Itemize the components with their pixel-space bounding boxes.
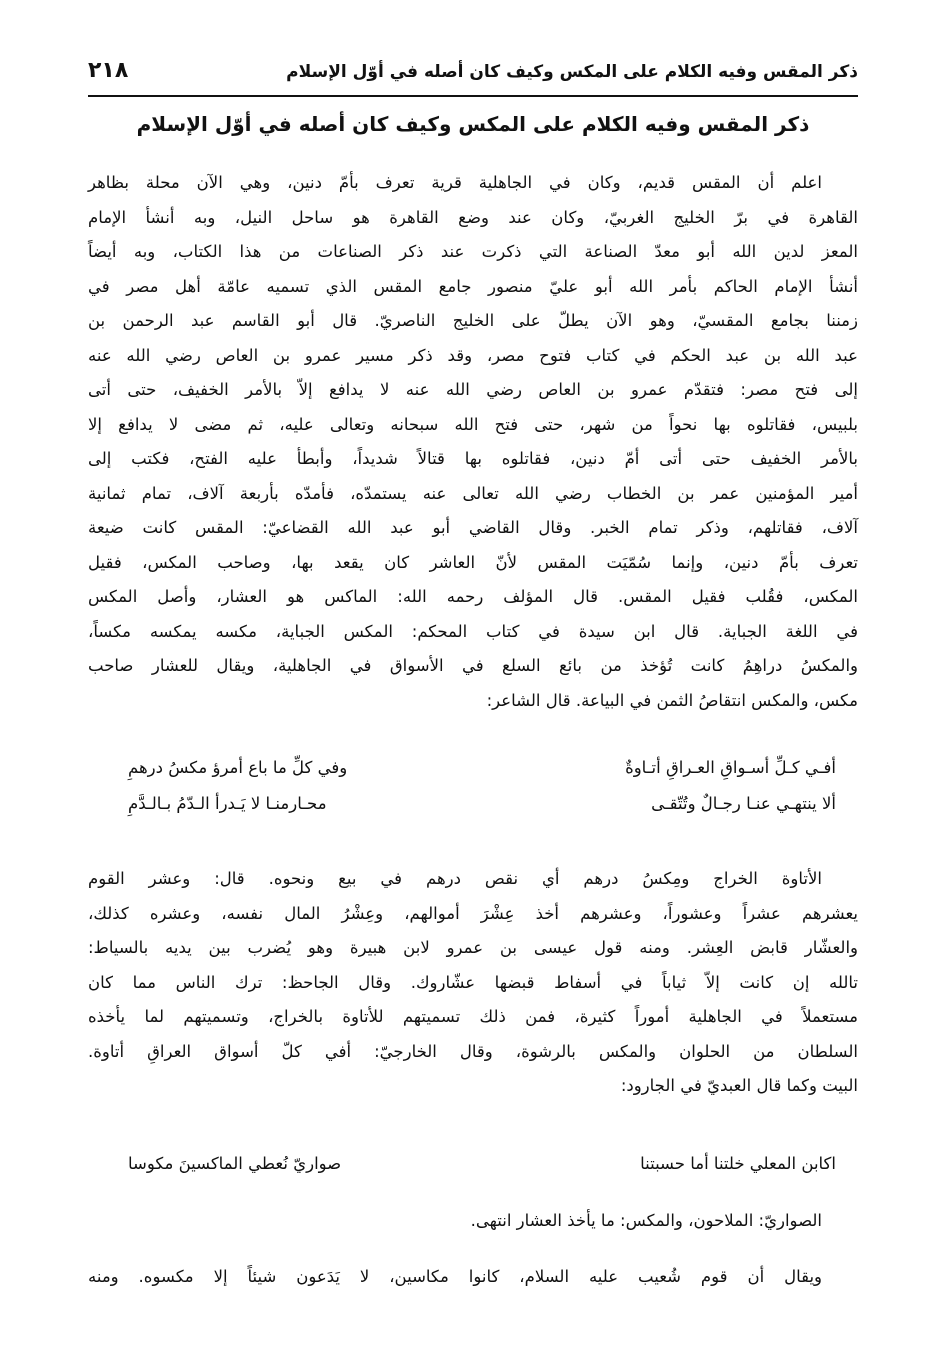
text-line: في اللغة الجباية. قال ابن سيدة في كتاب المحكم: المكس الجباية، مكسه يمكسه مكساً، bbox=[88, 621, 858, 641]
hemistich-second: صواريّ نُعطي الماكسينَ مكوسا bbox=[128, 1154, 342, 1173]
hemistich-first: اكابن المعلي خلتنا أما حسبتنا bbox=[640, 1154, 836, 1173]
verse bbox=[88, 786, 858, 822]
text-line: مكس، والمكس انتقاصُ الثمن في البياعة. قال الشاعر: bbox=[486, 690, 858, 710]
text-line: ويقال أن قوم شُعيب عليه السلام، كانوا مكاسين، لا يَدَعون شيئاً إلا مكسوه. ومنه bbox=[88, 1267, 822, 1286]
text-line: إلى فتح مصر: فتقدّم عمرو بن العاص رضي الله عنه لا يدافع إلاّ بالأمر الخفيف، حتى أتى bbox=[88, 380, 858, 399]
text-line: بلبيس، فقاتلوه بها نحواً من شهر، حتى فتح الله سبحانه وتعالى عليه، ثم مضى لا يدافع إلا bbox=[88, 414, 858, 434]
gloss-line: الصواريّ: الملاحون، والمكس: ما يأخذ العشار انتهى. bbox=[470, 1211, 822, 1230]
text-line: عبد الله بن عبد الحكم في كتاب فتوح مصر، وقد ذكر مسير عمرو بن العاص رضي الله عنه bbox=[88, 345, 858, 365]
verse bbox=[88, 1146, 858, 1182]
text-line: زمننا بجامع المقسيّ، وهو الآن يطلّ على الخليج الناصريّ. قال أبو القاسم عبد الرحمن بن bbox=[88, 311, 858, 330]
text-line: أنشأ الإمام الحاكم بأمر الله أبو عليّ منصور جامع المقس الذي تسميه عامّة أهل مصر في bbox=[88, 276, 858, 296]
text-line: بالأمر الخفيف حتى أتى أمّ دنين، فقاتلوه بها قتالاً شديداً، وأبطأ عليه الفتح، فكتب إلى bbox=[88, 449, 858, 468]
text-line: تالله إن كانت إلاّ ثياباً في أسفاط قبضها عشّاروك. وقال الجاحظ: ترك الناس مما كان bbox=[88, 972, 858, 992]
text-line: القاهرة في برّ الخليج الغربيّ، وكان عند وضع القاهرة هو ساحل النيل، وبه أنشأ الإمام bbox=[88, 207, 858, 227]
hemistich-first: أفـي كـلِّ أسـواقِ العـراقِ أتـاوةٌ bbox=[625, 758, 836, 777]
text-line: والعشّار قابض العِشر. ومنه قول عيسى بن عمرو لابن هبيرة وهو يُضرب بين يديه بالسياط: bbox=[88, 938, 858, 957]
text-line: المعز لدين الله أبو معدّ الصناعة التي ذكرت عند ذكر الصناعات من هذا الكتاب، وبه أيضاً bbox=[88, 242, 858, 261]
text-line: تعرف بأمّ دنين، وإنما سُمّيَت المقس لأنّ العاشر كان يقعد بها، وصاحب المكس، فقيل bbox=[88, 552, 858, 572]
verse bbox=[88, 750, 858, 786]
text-line: أمير المؤمنين عمر بن الخطاب رضي الله تعالى عنه يستمدّه، فأمدّه بأربعة آلاف، تمام ثمانية bbox=[88, 483, 858, 503]
running-title: ذكر المقس وفيه الكلام على المكس وكيف كان أصله في أوّل الإسلام bbox=[286, 62, 858, 82]
text-line: والمكسُ دراهِمُ كانت تُؤخذ من بائع السلع في الأسواق في الجاهلية، ويقال للعشار صاحب bbox=[88, 656, 858, 675]
text-line: المكس، فقُلب فقيل المقس. قال المؤلف رحمه الله: الماكس هو العشار، وأصل المكس bbox=[88, 587, 858, 606]
text-line: الأتاوة الخراج ومِكسُ درهم أي نقص درهم في بيع ونحوه. قال: وعشر القوم bbox=[88, 869, 822, 888]
poem-2 bbox=[88, 1146, 858, 1182]
hemistich-second: وفي كلِّ ما باع أمرؤ مكسُ درهمِ bbox=[128, 758, 348, 777]
page-number: ٢١٨ bbox=[88, 58, 129, 83]
text-line: آلاف، فقاتلهم، وذكر تمام الخبر. وقال القاضي أبو عبد الله القضاعيّ: المقس كانت ضيعة bbox=[88, 518, 858, 537]
page-header bbox=[88, 58, 858, 92]
section-title: ذكر المقس وفيه الكلام على المكس وكيف كان أصله في أوّل الإسلام bbox=[136, 112, 810, 136]
paragraph-2 bbox=[88, 862, 858, 1104]
hemistich-second: محـارمنـا لا يَـدرأ الـدّمُ بـالـدَّمِ bbox=[128, 794, 327, 813]
text-line: يعشرهم عشراً وعشوراً، وعشرهم أخذ عِشْرَ أموالهم، وعِشْرُ المال نفسه، وعشره كذلك، bbox=[88, 903, 858, 923]
text-line: اعلم أن المقس قديم، وكان في الجاهلية قرية تعرف بأمّ دنين، وهي الآن محلة بظاهر bbox=[88, 173, 822, 192]
text-line: مستعملاً في الجاهلية أموراً كثيرة، فمن ذلك تسميتهم للأتاوة بالخراج، وتسميتهم لما يأخذه bbox=[88, 1007, 858, 1026]
text-line: السلطان من الحلوان والمكس بالرشوة، وقال الخارجيّ: أفي كلّ أسواق العراقِ أتاوة. bbox=[88, 1041, 858, 1061]
paragraph-1 bbox=[88, 166, 858, 718]
gloss bbox=[88, 1204, 858, 1239]
poem-1 bbox=[88, 750, 858, 822]
hemistich-first: ألا ينتهـي عنـا رجـالٌ وتُتّقـى bbox=[651, 794, 836, 813]
header-rule bbox=[88, 95, 858, 97]
text-line: البيت وكما قال العبديّ في الجارود: bbox=[620, 1076, 858, 1095]
paragraph-3 bbox=[88, 1260, 858, 1295]
